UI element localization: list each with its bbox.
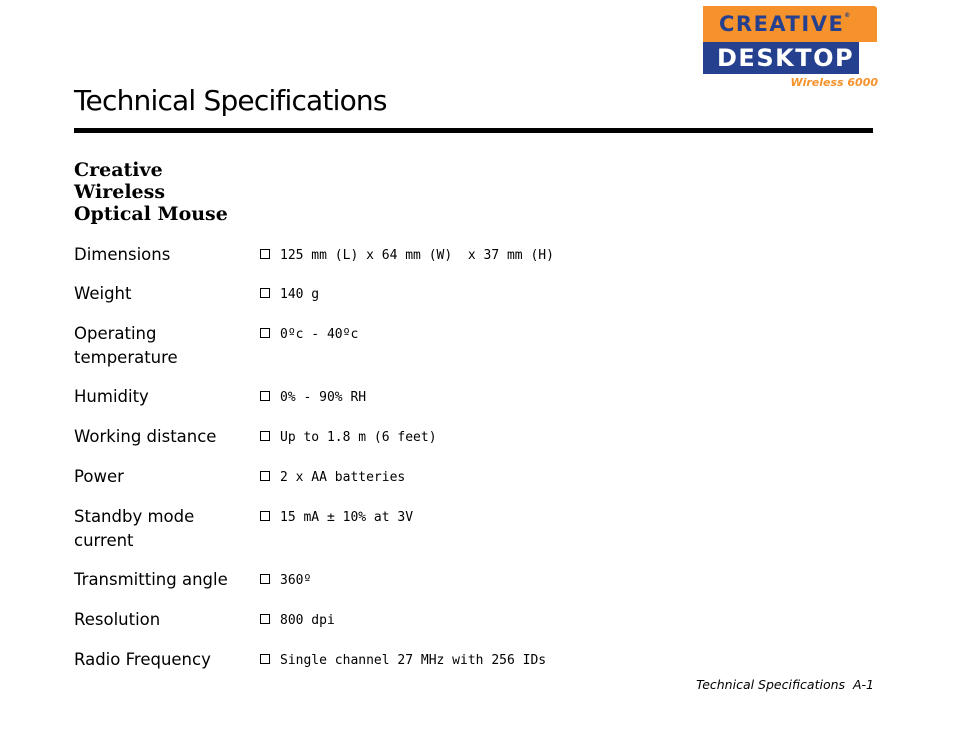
- logo-brand: [719, 12, 852, 36]
- spec-text: 140 g: [280, 287, 320, 302]
- spec-text: 15 mA ± 10% at 3V: [280, 510, 414, 525]
- logo-brand-text: CREATIVE: [719, 12, 845, 36]
- spec-label: Transmitting angle: [74, 570, 228, 589]
- spec-label: Weight: [74, 284, 132, 303]
- spec-text: 360º: [280, 573, 312, 588]
- checkbox-icon: [260, 328, 270, 338]
- logo-product: DESKTOP: [717, 44, 855, 72]
- spec-value: [260, 571, 311, 589]
- checkbox-icon: [260, 391, 270, 401]
- page-footer: Technical Specifications A-1: [696, 677, 874, 692]
- spec-label: Dimensions: [74, 245, 171, 264]
- spec-value: [260, 325, 358, 343]
- spec-label: Standby mode current: [74, 507, 195, 550]
- spec-value: [260, 611, 335, 629]
- spec-text: 800 dpi: [280, 613, 335, 628]
- checkbox-icon: [260, 249, 270, 259]
- spec-text: 125 mm (L) x 64 mm (W) x 37 mm (H): [280, 248, 554, 263]
- spec-label: Radio Frequency: [74, 650, 211, 669]
- checkbox-icon: [260, 574, 270, 584]
- section-heading-line: Creative: [74, 159, 163, 181]
- section-heading: [74, 159, 274, 225]
- logo-model: Wireless 6000: [790, 76, 878, 89]
- spec-value: [260, 468, 405, 486]
- spec-label: Power: [74, 467, 124, 486]
- spec-value: [260, 651, 546, 669]
- spec-label: Resolution: [74, 610, 161, 629]
- logo-registered-mark: ®: [844, 12, 852, 19]
- spec-label: Working distance: [74, 427, 217, 446]
- creative-desktop-logo: [703, 6, 878, 90]
- spec-value: [260, 428, 437, 446]
- checkbox-icon: [260, 288, 270, 298]
- spec-value: [260, 285, 319, 303]
- spec-value: [260, 246, 554, 264]
- checkbox-icon: [260, 471, 270, 481]
- checkbox-icon: [260, 654, 270, 664]
- checkbox-icon: [260, 511, 270, 521]
- checkbox-icon: [260, 431, 270, 441]
- page-title: Technical Specifications: [74, 84, 387, 117]
- spec-label: Operating temperature: [74, 324, 178, 367]
- spec-text: 0% - 90% RH: [280, 390, 367, 405]
- spec-text: 2 x AA batteries: [280, 470, 406, 485]
- spec-label: Humidity: [74, 387, 149, 406]
- spec-text: Single channel 27 MHz with 256 IDs: [280, 653, 547, 668]
- title-divider: [74, 128, 873, 133]
- spec-value: [260, 388, 366, 406]
- spec-text: 0ºc - 40ºc: [280, 327, 359, 342]
- section-heading-line: Optical Mouse: [74, 203, 228, 225]
- checkbox-icon: [260, 614, 270, 624]
- spec-text: Up to 1.8 m (6 feet): [280, 430, 437, 445]
- section-heading-line: Wireless: [74, 181, 166, 203]
- spec-value: [260, 508, 413, 526]
